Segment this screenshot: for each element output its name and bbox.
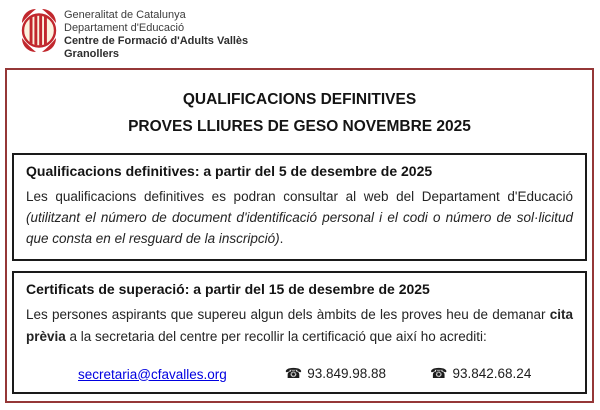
document-title xyxy=(7,86,592,140)
qualificacions-body xyxy=(26,186,573,249)
document-title-line1: QUALIFICACIONS DEFINITIVES xyxy=(182,91,417,108)
letterhead-center-line: Centre de Formació d'Adults Vallès xyxy=(64,35,249,47)
letterhead-city-line: Granollers xyxy=(64,48,120,60)
qualificacions-body-regular: Les qualificacions definitives es podran consultar al web del Departament d'Educació xyxy=(26,189,573,204)
qualificacions-heading: Qualificacions definitives: a partir del 5 de desembre de 2025 xyxy=(26,163,433,179)
qualificacions-body-suffix: . xyxy=(279,231,284,246)
telephone-icon: ☎ xyxy=(430,366,448,382)
telephone-icon: ☎ xyxy=(284,366,303,382)
certificats-heading: Certificats de superació: a partir del 15 de desembre de 2025 xyxy=(26,281,430,297)
secretaria-email-link[interactable]: secretaria@cfavalles.org xyxy=(78,366,227,382)
certificats-body-before: Les persones aspirants que supereu algun dels àmbits de les proves heu de demanar xyxy=(26,307,550,322)
phone-number-1 xyxy=(285,366,386,382)
qualificacions-body-italic: (utilitzant el número de document d'identificació personal i el codi o número de sol·licitud que consta en el resguard de la inscripció) xyxy=(26,210,573,246)
certificats-body-after: a la secretaria del centre per recollir la certificació que així ho acrediti: xyxy=(65,329,487,344)
letterhead-text xyxy=(64,7,248,61)
generalitat-logo-icon xyxy=(20,7,58,54)
qualificacions-section xyxy=(12,153,587,261)
phone-number-1-text: 93.849.98.88 xyxy=(307,366,387,381)
certificats-body-bold: cita prèvia xyxy=(26,307,573,344)
notice-frame xyxy=(5,68,594,403)
letterhead-org-line: Generalitat de Catalunya xyxy=(64,9,186,21)
phone-number-2-text: 93.842.68.24 xyxy=(452,366,532,381)
letterhead xyxy=(20,7,248,61)
contact-row xyxy=(26,366,573,382)
certificats-body xyxy=(26,304,573,348)
phone-number-2 xyxy=(430,366,531,382)
certificats-section xyxy=(12,271,587,394)
letterhead-dept-line: Departament d'Educació xyxy=(64,22,185,34)
document-title-line2: PROVES LLIURES DE GESO NOVEMBRE 2025 xyxy=(128,118,471,135)
